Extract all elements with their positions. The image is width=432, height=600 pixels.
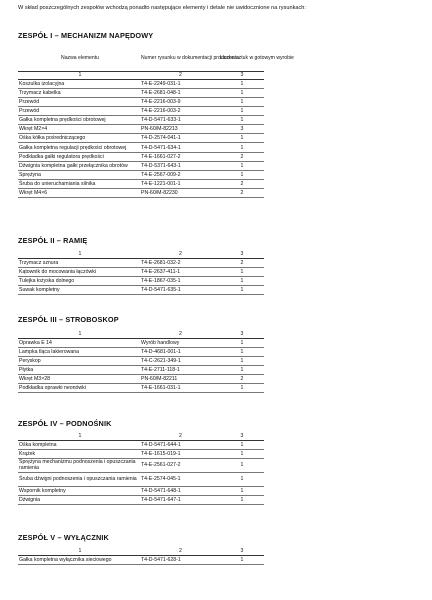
part-name: Płytka xyxy=(18,366,141,375)
section-title: ZESPÓŁ III – STROBOSKOP xyxy=(18,315,119,324)
quantity: 3 xyxy=(220,125,264,134)
column-number: 3 xyxy=(220,72,264,80)
column-number-row xyxy=(18,331,264,338)
table-row xyxy=(18,161,264,170)
quantity: 1 xyxy=(220,384,264,393)
column-number-row xyxy=(18,72,264,80)
table-row xyxy=(18,116,264,125)
quantity: 2 xyxy=(220,152,264,161)
drawing-number: T4-D-5371-643-1 xyxy=(141,161,220,170)
part-name: Ośka kółka pośredniczącego xyxy=(18,134,141,143)
part-name: Śruba do unieruchamiania silnika xyxy=(18,179,141,188)
part-name: Dźwignia kompletna gałki przełącznika obrotów xyxy=(18,161,141,170)
part-name: Trzymacz kabelka xyxy=(18,88,141,97)
column-number-row xyxy=(18,548,264,555)
column-number-row xyxy=(18,251,264,258)
parts-table-4 xyxy=(18,433,264,505)
quantity: 1 xyxy=(220,143,264,152)
table-row xyxy=(18,338,264,347)
drawing-number: T4-D-5471-648-1 xyxy=(141,486,220,495)
drawing-number: T4-E-2561-027-2 xyxy=(141,458,220,472)
drawing-number: T4-D-5471-644-1 xyxy=(141,440,220,449)
table-header-row xyxy=(18,45,264,72)
column-number: 2 xyxy=(141,331,220,338)
part-name: Podkładka oprawki neonówki xyxy=(18,384,141,393)
quantity: 1 xyxy=(220,338,264,347)
part-name: Peryskop xyxy=(18,356,141,365)
quantity: 1 xyxy=(220,116,264,125)
table-row xyxy=(18,125,264,134)
drawing-number: T4-D-5471-628-1 xyxy=(141,555,220,564)
quantity: 1 xyxy=(220,440,264,449)
quantity: 1 xyxy=(220,88,264,97)
drawing-number: T4-E-1661-031-1 xyxy=(141,384,220,393)
drawing-number: T4-E-2681-032-2 xyxy=(141,258,220,267)
drawing-number: T4-E-2637-411-1 xyxy=(141,267,220,276)
table-row xyxy=(18,458,264,472)
column-number: 3 xyxy=(220,251,264,258)
drawing-number: T4-C-2621-349-1 xyxy=(141,356,220,365)
column-number: 3 xyxy=(220,331,264,338)
drawing-number: T4-E-1661-027-2 xyxy=(141,152,220,161)
quantity: 1 xyxy=(220,555,264,564)
quantity: 1 xyxy=(220,366,264,375)
part-name: Oprawka E 14 xyxy=(18,338,141,347)
column-number-row xyxy=(18,433,264,440)
table-row xyxy=(18,286,264,295)
table-row xyxy=(18,79,264,88)
table-row xyxy=(18,88,264,97)
part-name: Wkręt M3×28 xyxy=(18,375,141,384)
parts-table-2 xyxy=(18,251,264,295)
part-name: Wspornik kompletny xyxy=(18,486,141,495)
drawing-number: T4-E-2681-048-1 xyxy=(141,88,220,97)
table-row xyxy=(18,347,264,356)
drawing-number: T4-E-1615-019-1 xyxy=(141,449,220,458)
table-row xyxy=(18,486,264,495)
part-name: Lampka tląca lakierowana xyxy=(18,347,141,356)
part-name: Wkręt M2×4 xyxy=(18,125,141,134)
table-row xyxy=(18,276,264,285)
part-name: Przewód xyxy=(18,107,141,116)
quantity: 2 xyxy=(220,188,264,197)
table-row xyxy=(18,179,264,188)
part-name: Wkręt M4×6 xyxy=(18,188,141,197)
drawing-number: PN-60/M-82211 xyxy=(141,375,220,384)
drawing-number: T4-E-1221-001-1 xyxy=(141,179,220,188)
drawing-number: PN-60/M-82230 xyxy=(141,188,220,197)
part-name: Śruba dźwigni podnoszenia i opuszczania ramienia xyxy=(18,472,141,486)
column-number: 2 xyxy=(141,251,220,258)
part-name: Suwak kompletny xyxy=(18,286,141,295)
quantity: 1 xyxy=(220,79,264,88)
column-number: 2 xyxy=(141,548,220,555)
section-title: ZESPÓŁ V – WYŁĄCZNIK xyxy=(18,533,109,542)
table-row xyxy=(18,384,264,393)
drawing-number: T4-E-2249-031-1 xyxy=(141,79,220,88)
table-row xyxy=(18,366,264,375)
part-name: Tulejka łożyska dolnego xyxy=(18,276,141,285)
table-row xyxy=(18,440,264,449)
table-row xyxy=(18,170,264,179)
table-row xyxy=(18,107,264,116)
drawing-number: T4-E-2567-009-2 xyxy=(141,170,220,179)
drawing-number: T4-D-2574-041-1 xyxy=(141,134,220,143)
quantity: 1 xyxy=(220,161,264,170)
part-name: Podkładka gałki regulatora prędkości xyxy=(18,152,141,161)
column-header-name: Nazwa elementu xyxy=(18,45,141,72)
part-name: Sprężyna xyxy=(18,170,141,179)
quantity: 2 xyxy=(220,258,264,267)
drawing-number: T4-D-5471-633-1 xyxy=(141,116,220,125)
quantity: 1 xyxy=(220,356,264,365)
parts-table-3 xyxy=(18,331,264,393)
section-title: ZESPÓŁ IV – PODNOŚNIK xyxy=(18,419,112,428)
drawing-number: T4-E-2711-118-1 xyxy=(141,366,220,375)
drawing-number: T4-E-2216-003-2 xyxy=(141,107,220,116)
column-number: 1 xyxy=(18,433,141,440)
column-number: 1 xyxy=(18,72,141,80)
section-title: ZESPÓŁ II – RAMIĘ xyxy=(18,236,88,245)
parts-table-5 xyxy=(18,548,264,565)
part-name: Przewód xyxy=(18,97,141,106)
part-name: Kątownik do mocowania łączówki xyxy=(18,267,141,276)
drawing-number: T4-E-2574-045-1 xyxy=(141,472,220,486)
drawing-number: T4-E-1867-035-1 xyxy=(141,276,220,285)
part-name: Sprężyna mechanizmu podnoszenia i opuszczania ramienia xyxy=(18,458,141,472)
column-number: 1 xyxy=(18,548,141,555)
quantity: 1 xyxy=(220,276,264,285)
part-name: Gałka kompletna regulacji prędkości obrotowej xyxy=(18,143,141,152)
column-number: 3 xyxy=(220,433,264,440)
quantity: 1 xyxy=(220,496,264,505)
column-number: 1 xyxy=(18,251,141,258)
quantity: 2 xyxy=(220,375,264,384)
column-header-quantity: Liczba sztuk w gotowym wyrobie xyxy=(220,45,264,72)
table-row xyxy=(18,152,264,161)
column-number: 1 xyxy=(18,331,141,338)
quantity: 1 xyxy=(220,107,264,116)
drawing-number: T4-D-5471-647-1 xyxy=(141,496,220,505)
quantity: 1 xyxy=(220,97,264,106)
part-name: Dźwignia xyxy=(18,496,141,505)
intro-text: W skład poszczególnych zespołów wchodzą ponadto następujące elementy i detale nie uwidocznione na rysunkach: xyxy=(18,5,306,11)
part-name: Gałka kompletna prędkości obrotowej xyxy=(18,116,141,125)
part-name: Trzymacz sznura xyxy=(18,258,141,267)
quantity: 2 xyxy=(220,179,264,188)
drawing-number: Wyrób handlowy xyxy=(141,338,220,347)
quantity: 1 xyxy=(220,267,264,276)
quantity: 1 xyxy=(220,170,264,179)
table-row xyxy=(18,188,264,197)
drawing-number: PN-60/M-82213 xyxy=(141,125,220,134)
quantity: 1 xyxy=(220,449,264,458)
table-row xyxy=(18,555,264,564)
drawing-number: T4-D-5471-634-1 xyxy=(141,143,220,152)
drawing-number: T4-D-4681-001-1 xyxy=(141,347,220,356)
table-row xyxy=(18,258,264,267)
table-row xyxy=(18,472,264,486)
drawing-number: T4-E-2216-003-9 xyxy=(141,97,220,106)
column-number: 3 xyxy=(220,548,264,555)
table-row xyxy=(18,375,264,384)
section-title: ZESPÓŁ I – MECHANIZM NAPĘDOWY xyxy=(18,31,154,40)
part-name: Gałka kompletna wyłącznika sieciowego xyxy=(18,555,141,564)
drawing-number: T4-D-5471-635-1 xyxy=(141,286,220,295)
table-row xyxy=(18,97,264,106)
table-row xyxy=(18,134,264,143)
column-number: 2 xyxy=(141,433,220,440)
table-row xyxy=(18,267,264,276)
quantity: 1 xyxy=(220,347,264,356)
column-header-drawing-number: Numer rysunku w dokumentacji producenta xyxy=(141,45,220,72)
quantity: 1 xyxy=(220,134,264,143)
quantity: 1 xyxy=(220,472,264,486)
quantity: 1 xyxy=(220,458,264,472)
table-row xyxy=(18,143,264,152)
table-row xyxy=(18,496,264,505)
part-name: Ośka kompletna xyxy=(18,440,141,449)
quantity: 1 xyxy=(220,286,264,295)
parts-table-1 xyxy=(18,45,294,198)
table-row xyxy=(18,356,264,365)
part-name: Koszulka izolacyjna xyxy=(18,79,141,88)
column-number: 2 xyxy=(141,72,220,80)
part-name: Krążek xyxy=(18,449,141,458)
quantity: 1 xyxy=(220,486,264,495)
table-row xyxy=(18,449,264,458)
